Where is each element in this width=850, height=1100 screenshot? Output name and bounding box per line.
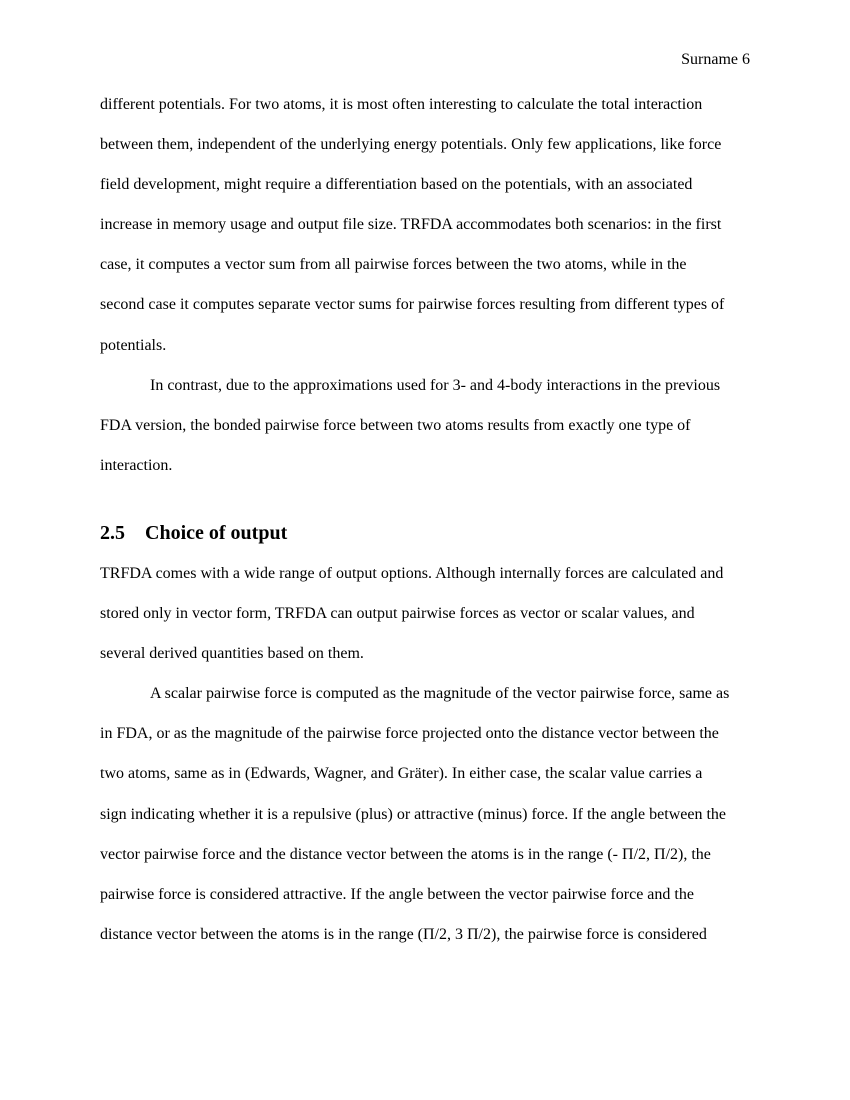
body-text	[100, 85, 750, 955]
paragraph-line: case, it computes a vector sum from all pairwise forces between the two atoms, while in the	[100, 256, 687, 274]
paragraph-line: A scalar pairwise force is computed as the magnitude of the vector pairwise force, same as	[150, 685, 730, 703]
paragraph-line: field development, might require a differentiation based on the potentials, with an associated	[100, 176, 693, 194]
paragraph-line: different potentials. For two atoms, it is most often interesting to calculate the total interaction	[100, 96, 703, 113]
paragraph-line: stored only in vector form, TRFDA can output pairwise forces as vector or scalar values, and	[100, 605, 695, 623]
paragraph-line: In contrast, due to the approximations used for 3- and 4-body interactions in the previous	[150, 376, 721, 394]
section-title: Choice of output	[145, 521, 288, 544]
section-number: 2.5	[100, 521, 125, 544]
paragraph-line: pairwise force is considered attractive. If the angle between the vector pairwise force and the	[100, 885, 694, 903]
paragraph-line: FDA version, the bonded pairwise force between two atoms results from exactly one type of	[100, 416, 691, 434]
paragraph-line: TRFDA comes with a wide range of output options. Although internally forces are calculated and	[100, 564, 724, 582]
paragraph-line: increase in memory usage and output file size. TRFDA accommodates both scenarios: in the first	[100, 216, 722, 234]
paragraph-line: second case it computes separate vector sums for pairwise forces resulting from different types of	[100, 296, 725, 314]
paragraph-line: vector pairwise force and the distance vector between the atoms is in the range (- Π/2, Π/2), the	[100, 845, 711, 863]
paragraph-4	[100, 674, 750, 955]
paragraph-line: several derived quantities based on them.	[100, 645, 364, 663]
paragraph-line: interaction.	[100, 456, 173, 474]
paragraph-line: potentials.	[100, 336, 167, 354]
paragraph-line: sign indicating whether it is a repulsive (plus) or attractive (minus) force. If the angle between the	[100, 805, 727, 823]
paragraph-2	[100, 366, 750, 486]
paragraph-line: two atoms, same as in (Edwards, Wagner, and Gräter). In either case, the scalar value carries a	[100, 765, 703, 783]
paragraph-line: distance vector between the atoms is in the range (Π/2, 3 Π/2), the pairwise force is considered	[100, 925, 707, 943]
section-heading	[100, 518, 750, 548]
paragraph-1	[100, 85, 750, 366]
running-head: Surname 6	[681, 51, 750, 68]
paragraph-line: in FDA, or as the magnitude of the pairwise force projected onto the distance vector between the	[100, 725, 719, 743]
paragraph-line: between them, independent of the underlying energy potentials. Only few applications, like force	[100, 136, 722, 154]
paragraph-3	[100, 554, 750, 674]
